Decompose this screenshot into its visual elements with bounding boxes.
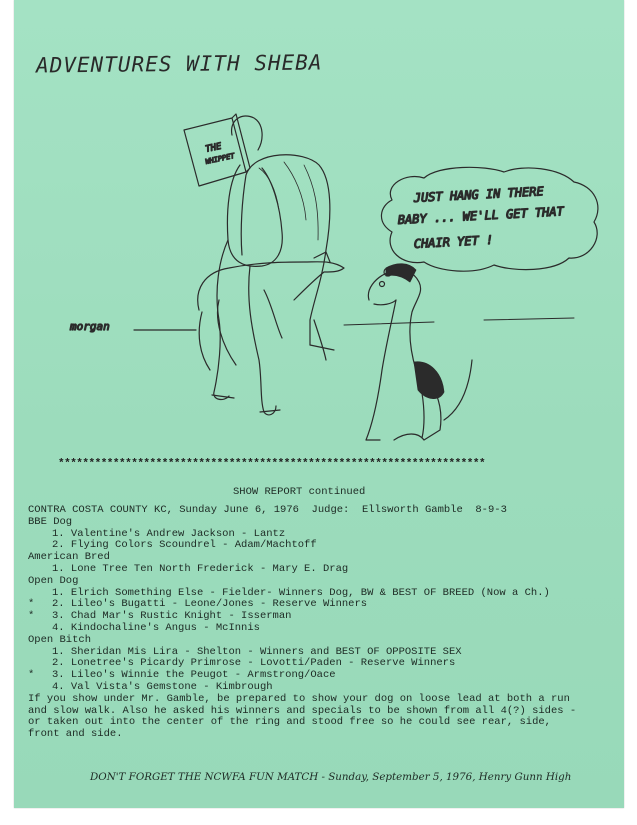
entry-number: 3. bbox=[52, 610, 65, 623]
cartoon-illustration bbox=[14, 0, 624, 450]
section-heading: Open Bitch bbox=[28, 633, 92, 646]
section-heading: BBE Dog bbox=[28, 515, 73, 528]
entry-text: Elrich Something Else - Fielder- Winners Dog, BW & BEST OF BREED (Now a Ch.) bbox=[70, 586, 550, 599]
woman-figure bbox=[227, 116, 282, 266]
entry-text: Lone Tree Ten North Frederick - Mary E. Drag bbox=[70, 562, 349, 575]
section-heading: Open Dog bbox=[28, 574, 79, 587]
thought-line-1: JUST HANG IN THERE bbox=[413, 184, 545, 205]
entry-text: Lileo's Bugatti - Leone/Jones - Reserve Winners bbox=[70, 598, 368, 611]
list-item bbox=[28, 623, 608, 635]
entry-number: 4. bbox=[52, 680, 65, 693]
list-item bbox=[28, 682, 608, 694]
book-cover-line1: THE bbox=[204, 141, 223, 155]
thought-line-2: BABY ... WE'LL GET THAT bbox=[397, 204, 565, 227]
section-heading: American Bred bbox=[28, 551, 110, 564]
judge-note: If you show under Mr. Gamble, be prepared to show your dog on loose lead at both a run and slow walk. Also he asked his winners and specials to be shown from all 4(?) sides - or taken out into the center of the ring and stood free so he could see rear, side, front and side. bbox=[28, 692, 577, 741]
sitting-dog bbox=[366, 270, 472, 440]
entry-number: 2. bbox=[52, 539, 65, 552]
entry-text: Val Vista's Gemstone - Kimbrough bbox=[70, 680, 273, 693]
show-report bbox=[28, 505, 608, 741]
entry-text: Valentine's Andrew Jackson - Lantz bbox=[70, 527, 286, 540]
report-title: SHOW REPORT continued bbox=[233, 486, 366, 498]
entry-number: 3. bbox=[52, 669, 65, 682]
entry-mark: * bbox=[28, 669, 35, 682]
fun-match-reminder: DON'T FORGET THE NCWFA FUN MATCH - Sunday, September 5, 1976, Henry Gunn High bbox=[90, 771, 572, 783]
thought-line-3: CHAIR YET ! bbox=[413, 232, 494, 251]
wicker-chair bbox=[241, 155, 330, 345]
entry-number: 1. bbox=[52, 586, 65, 599]
entry-number: 2. bbox=[52, 657, 65, 670]
divider-line: ********************************************************************** bbox=[58, 458, 486, 470]
comic-title: ADVENTURES WITH SHEBA bbox=[35, 50, 323, 78]
entry-text: Chad Mar's Rustic Knight - Isserman bbox=[70, 610, 292, 623]
artist-signature: morgan bbox=[70, 320, 110, 333]
entry-text: Sheridan Mis Lira - Shelton - Winners and BEST OF OPPOSITE SEX bbox=[70, 645, 462, 658]
newsletter-page bbox=[14, 0, 624, 808]
entry-text: Flying Colors Scoundrel - Adam/Machtoff bbox=[70, 539, 317, 552]
entry-number: 4. bbox=[52, 621, 65, 634]
entry-mark: * bbox=[28, 610, 35, 623]
entry-number: 1. bbox=[52, 562, 65, 575]
entry-text: Lileo's Winnie the Peugot - Armstrong/Oace bbox=[70, 669, 336, 682]
report-header: CONTRA COSTA COUNTY KC, Sunday June 6, 1976 Judge: Ellsworth Gamble 8-9-3 bbox=[28, 504, 507, 516]
entry-number: 2. bbox=[52, 598, 65, 611]
entry-number: 1. bbox=[52, 527, 65, 540]
list-item bbox=[28, 540, 608, 552]
entry-mark: * bbox=[28, 598, 35, 611]
list-item bbox=[28, 564, 608, 576]
entry-text: Kindochaline's Angus - McInnis bbox=[70, 621, 260, 634]
book-cover-line2: WHIPPET bbox=[204, 151, 236, 166]
entry-text: Lonetree's Picardy Primrose - Lovotti/Paden - Reserve Winners bbox=[70, 657, 456, 670]
entry-number: 1. bbox=[52, 645, 65, 658]
